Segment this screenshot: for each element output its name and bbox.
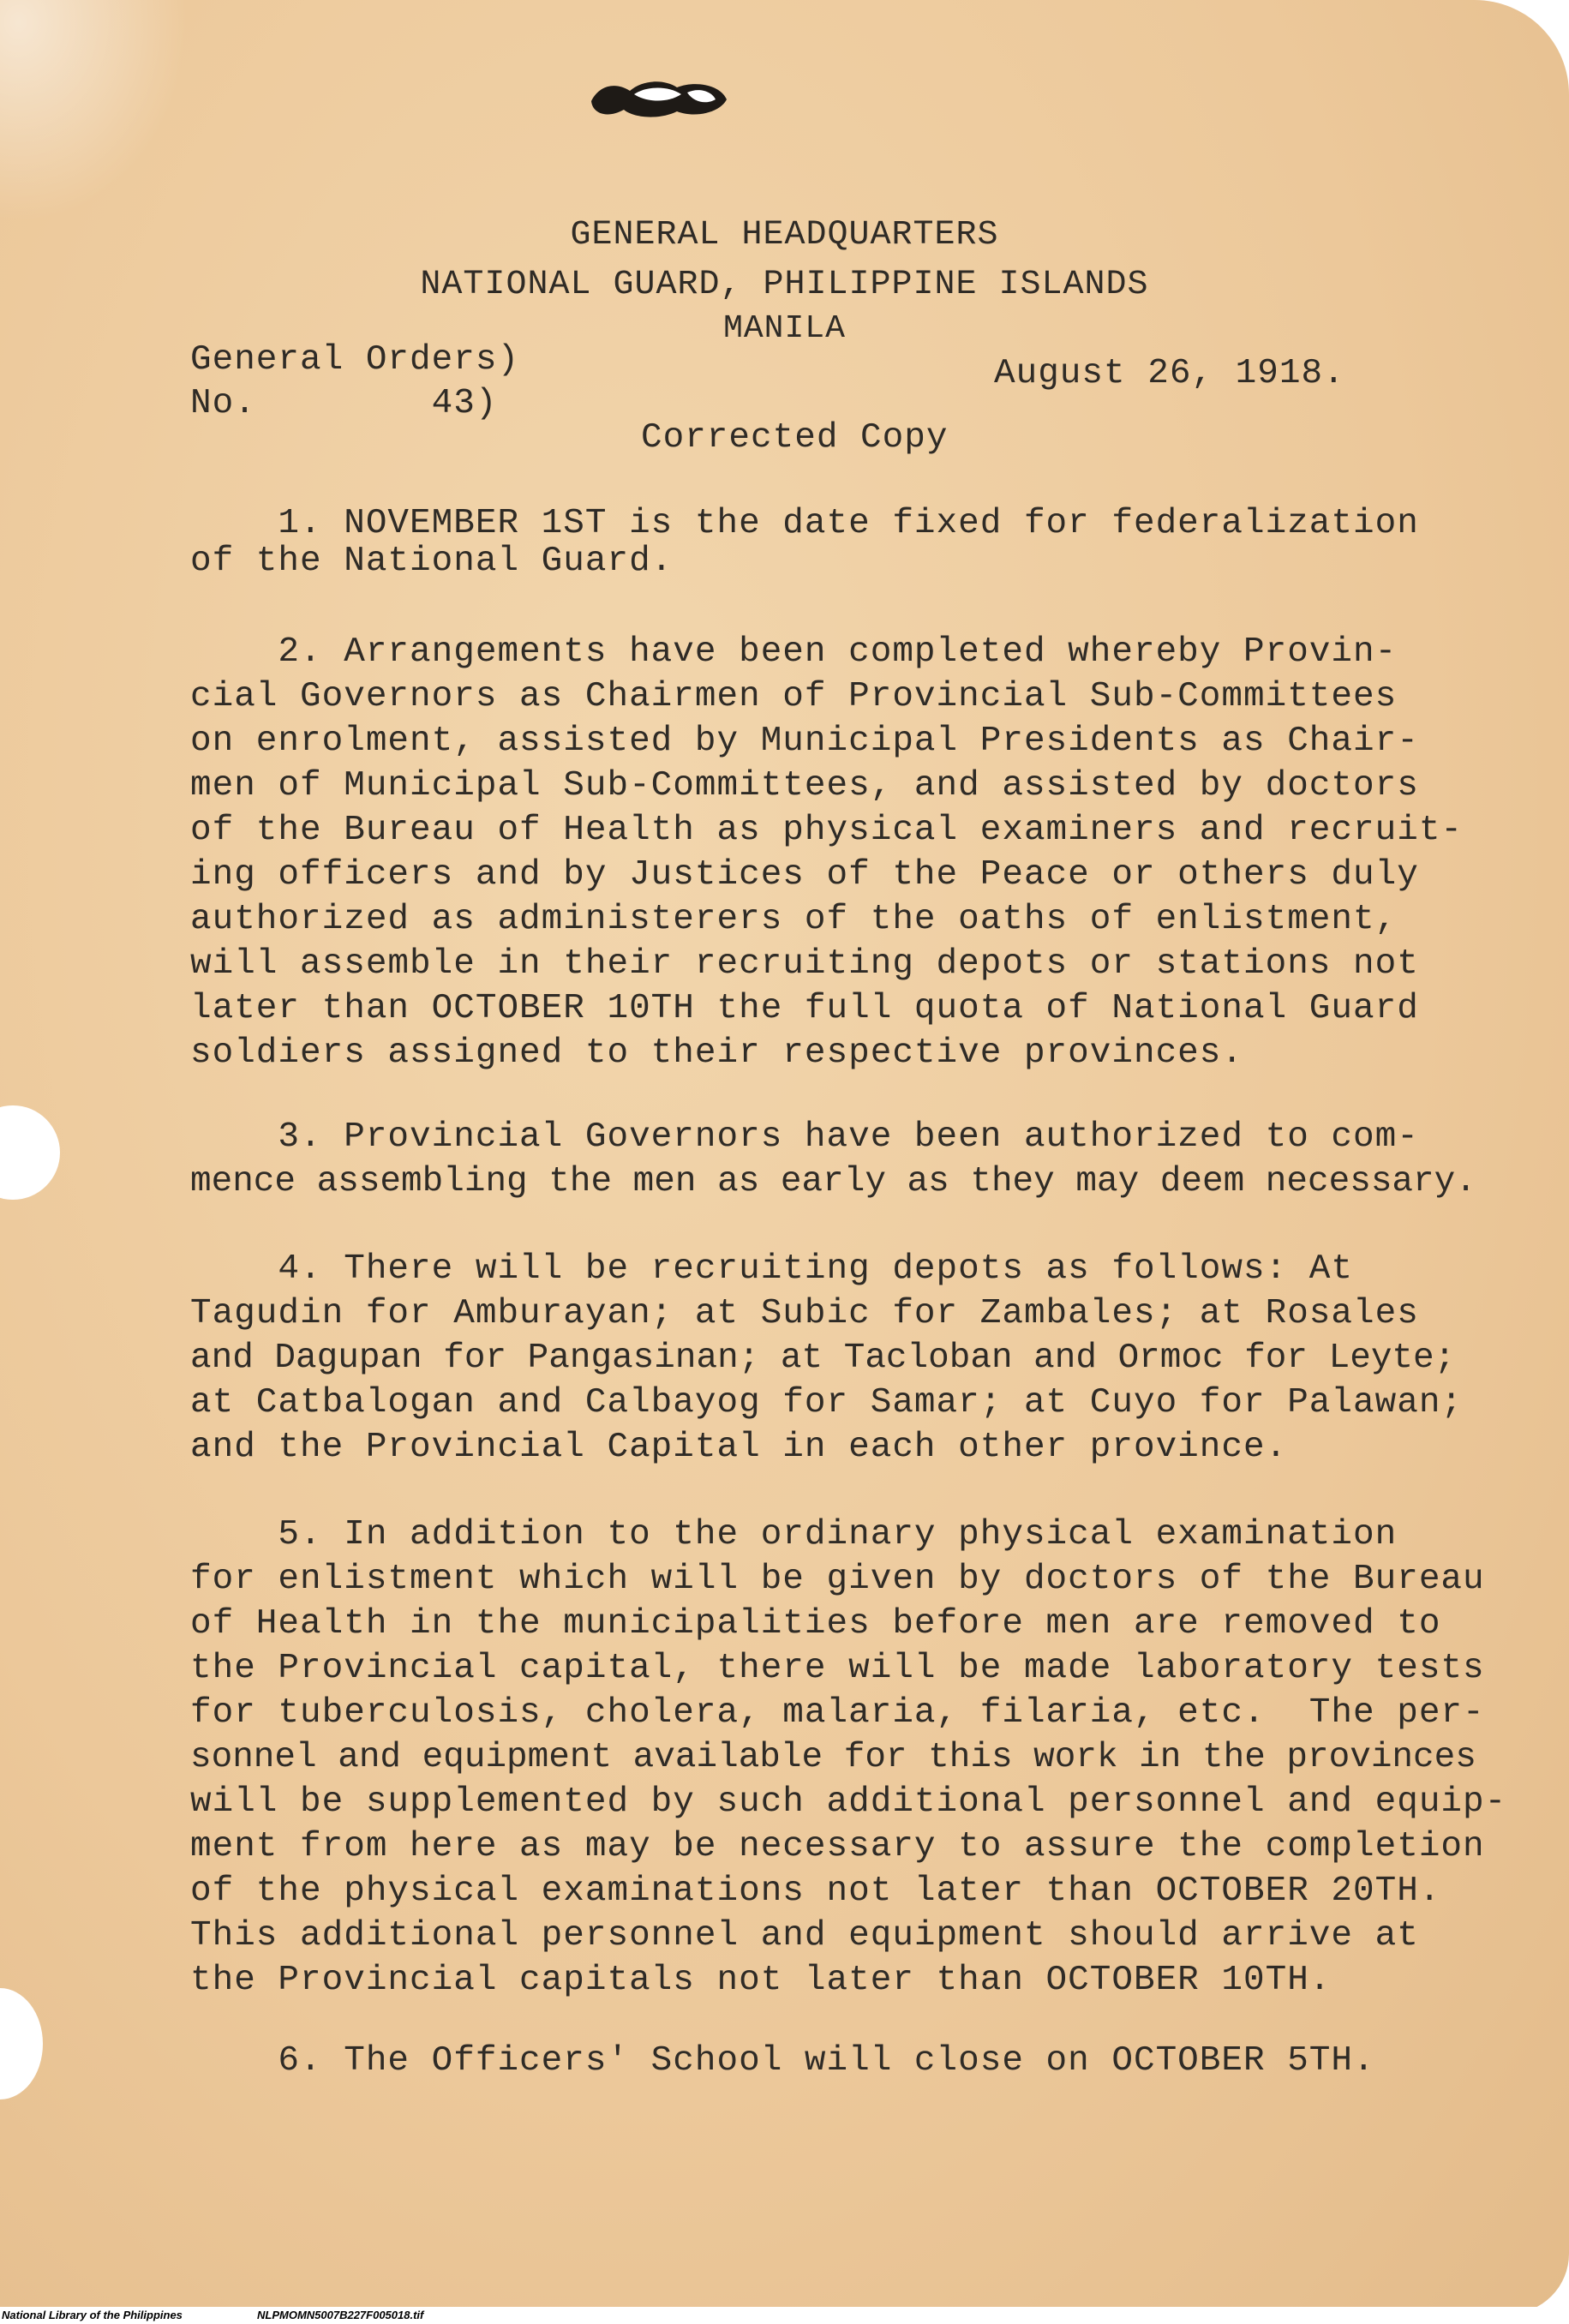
paragraph-line: This additional personnel and equipment should arrive at bbox=[190, 1916, 1419, 1956]
paragraph-line: 6. The Officers' School will close on OCTOBER 5TH. bbox=[190, 2041, 1375, 2081]
paragraph-line: later than OCTOBER 10TH the full quota of National Guard bbox=[190, 989, 1419, 1028]
paragraph-line: will assemble in their recruiting depots or stations not bbox=[190, 944, 1419, 984]
paragraph-line: of Health in the municipalities before men are removed to bbox=[190, 1604, 1441, 1644]
paragraph-line: authorized as administerers of the oaths of enlistment, bbox=[190, 900, 1398, 939]
paragraph-line: mence assembling the men as early as they may deem necessary. bbox=[190, 1162, 1476, 1201]
scan-footer bbox=[0, 2307, 1569, 2324]
paragraph-line: on enrolment, assisted by Municipal Presidents as Chair- bbox=[190, 722, 1419, 761]
punch-hole-top bbox=[0, 1105, 60, 1200]
paragraph-line: of the National Guard. bbox=[190, 542, 674, 581]
library-credit: National Library of the Philippines bbox=[2, 2309, 183, 2321]
paragraph-line: 3. Provincial Governors have been authorized to com- bbox=[190, 1117, 1419, 1157]
paragraph-line: 5. In addition to the ordinary physical examination bbox=[190, 1515, 1398, 1554]
general-orders-label: General Orders) bbox=[190, 340, 520, 380]
paragraph-line: for tuberculosis, cholera, malaria, filaria, etc. The per- bbox=[190, 1693, 1485, 1733]
paragraph-line: Tagudin for Amburayan; at Subic for Zambales; at Rosales bbox=[190, 1294, 1419, 1333]
paragraph-line: men of Municipal Sub-Committees, and assisted by doctors bbox=[190, 766, 1419, 806]
burn-hole-mark bbox=[583, 75, 737, 123]
paragraph-line: of the physical examinations not later than OCTOBER 20TH. bbox=[190, 1872, 1441, 1911]
paragraph-line: of the Bureau of Health as physical examiners and recruit- bbox=[190, 811, 1464, 850]
paragraph-line: ment from here as may be necessary to assure the completion bbox=[190, 1827, 1485, 1866]
paragraph-line: will be supplemented by such additional personnel and equip- bbox=[190, 1782, 1507, 1822]
paragraph-line: for enlistment which will be given by doctors of the Bureau bbox=[190, 1560, 1485, 1599]
order-date: August 26, 1918. bbox=[994, 354, 1345, 393]
paragraph-line: 1. NOVEMBER 1ST is the date fixed for federalization bbox=[190, 504, 1419, 543]
header-line-1: GENERAL HEADQUARTERS bbox=[570, 216, 999, 255]
paragraph-line: 2. Arrangements have been completed whereby Provin- bbox=[190, 632, 1398, 672]
paragraph-line: the Provincial capital, there will be made laboratory tests bbox=[190, 1649, 1485, 1688]
corrected-copy-subtitle: Corrected Copy bbox=[641, 418, 949, 458]
order-number: No. 43) bbox=[190, 384, 498, 423]
paragraph-line: at Catbalogan and Calbayog for Samar; at Cuyo for Palawan; bbox=[190, 1383, 1464, 1423]
paper-stain bbox=[0, 0, 189, 223]
paragraph-line: soldiers assigned to their respective provinces. bbox=[190, 1033, 1243, 1073]
paragraph-line: 4. There will be recruiting depots as follows: At bbox=[190, 1249, 1354, 1289]
scan-filename: NLPMOMN5007B227F005018.tif bbox=[257, 2309, 424, 2321]
paragraph-line: and the Provincial Capital in each other province. bbox=[190, 1428, 1288, 1467]
paragraph-line: and Dagupan for Pangasinan; at Tacloban and Ormoc for Leyte; bbox=[190, 1339, 1456, 1378]
paragraph-line: sonnel and equipment available for this work in the provinces bbox=[190, 1738, 1476, 1777]
paragraph-line: the Provincial capitals not later than OCTOBER 10TH. bbox=[190, 1961, 1332, 2000]
header-line-3: MANILA bbox=[723, 310, 846, 347]
paragraph-line: cial Governors as Chairmen of Provincial Sub-Committees bbox=[190, 677, 1398, 716]
punch-hole-bottom bbox=[0, 1988, 43, 2099]
paragraph-line: ing officers and by Justices of the Peace or others duly bbox=[190, 855, 1419, 895]
header-line-2: NATIONAL GUARD, PHILIPPINE ISLANDS bbox=[420, 266, 1149, 304]
